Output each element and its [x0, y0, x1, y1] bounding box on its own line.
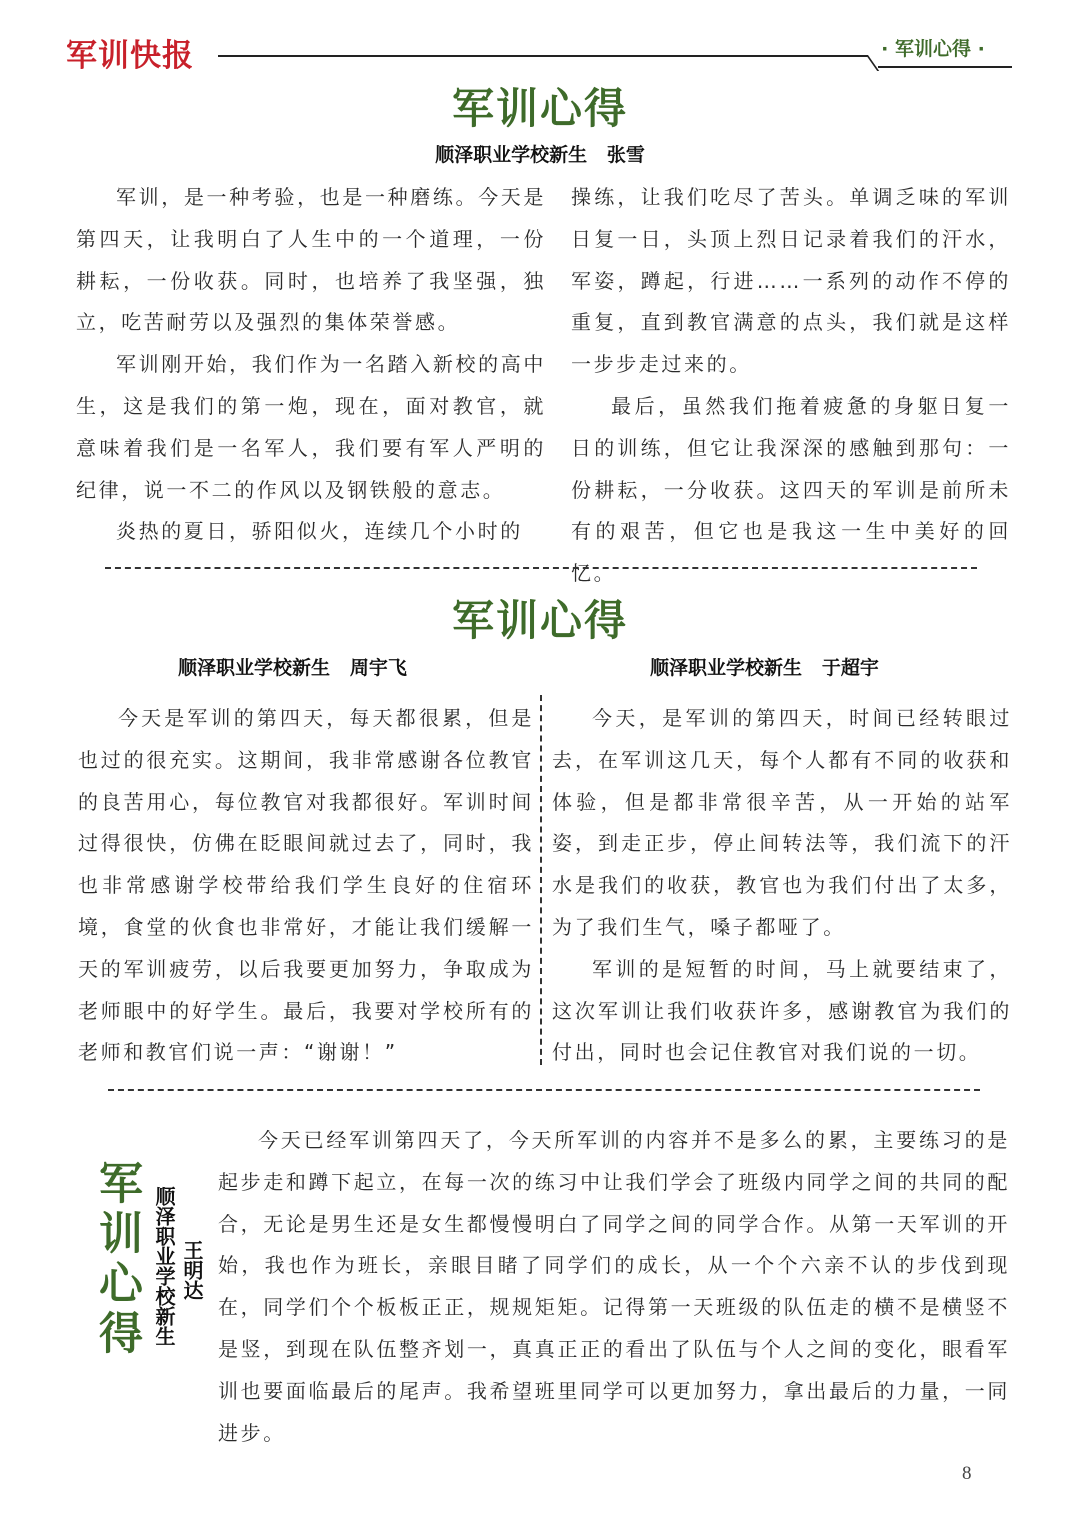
header-rule: [218, 55, 868, 57]
paragraph: 炎热的夏日，骄阳似火，连续几个小时的: [116, 519, 523, 544]
article2-right-column: [552, 698, 1012, 1074]
article3-body: [218, 1120, 1010, 1454]
paragraph: 今天已经军训第四天了，今天所军训的内容并不是多么的累，主要练习的是起步走和蹲下起立，在每一次的练习中让我们学会了班级内同学之间的共同的配合，无论是男生还是女生都慢慢明白了同学之间的同学合作。从第一天军训的开始，我也作为班长，亲眼目睹了同学们的成长，从一个个六亲不认的步伐到现在，同学们个个板板正正，规规矩矩。记得第一天班级的队伍走的横不是横竖不是竖，到现在队伍整齐划一，真真正正的看出了队伍与个人之间的变化，眼看军训也要面临最后的尾声。我希望班里同学可以更加努力，拿出最后的力量，一同进步。: [218, 1128, 1010, 1445]
section-divider: [105, 567, 977, 569]
masthead-title: 军训快报: [66, 38, 194, 74]
paragraph: 今天是军训的第四天，每天都很累，但是也过的很充实。这期间，我非常感谢各位教官的良苦用心，每位教官对我都很好。军训时间过得很快，仿佛在眨眼间就过去了，同时，我也非常感谢学校带给我们学生良好的住宿环境，食堂的伙食也非常好，才能让我们缓解一天的军训疲劳，以后我要更加努力，争取成为老师眼中的好学生。最后，我要对学校所有的老师和教官们说一声：“谢谢！”: [78, 706, 534, 1065]
paragraph: 操练，让我们吃尽了苦头。单调乏味的军训日复一日，头顶上烈日记录着我们的汗水，军姿，蹲起，行进……一系列的动作不停的重复，直到教官满意的点头，我们就是这样一步步走过来的。: [571, 185, 1011, 377]
article2-left-column: [78, 698, 534, 1074]
article1-title: 军训心得: [451, 84, 628, 133]
paragraph: 军训刚开始，我们作为一名踏入新校的高中生，这是我们的第一炮，现在，面对教官，就意味着我们是一名军人，我们要有军人严明的纪律，说一不二的作风以及钢铁般的意志。: [76, 352, 546, 502]
paragraph: 军训的是短暂的时间，马上就要结束了，这次军训让我们收获许多，感谢教官为我们的付出，同时也会记住教官对我们说的一切。: [552, 956, 1012, 1065]
article1-left-column: [76, 177, 546, 553]
section-divider: [108, 1089, 980, 1091]
article2-left-byline: 顺泽职业学校新生 周宇飞: [178, 657, 407, 679]
header-rule-right: [878, 66, 1012, 68]
paragraph: 今天，是军训的第四天，时间已经转眼过去，在军训这几天，每个人都有不同的收获和体验，但是都非常很辛苦，从一开始的站军姿，到走正步，停止间转法等，我们流下的汗水是我们的收获，教官也为我们付出了太多，为了我们生气，嗓子都哑了。: [552, 706, 1012, 939]
article1-right-column: [571, 177, 1011, 595]
article3-author: 王明达: [180, 1240, 204, 1300]
paragraph: 最后，虽然我们拖着疲惫的身躯日复一日的训练，但它让我深深的感触到那句：一份耕耘，一分收获。这四天的军训是前所未有的艰苦，但它也是我这一生中美好的回忆。: [571, 393, 1011, 586]
paragraph: 军训，是一种考验，也是一种磨练。今天是第四天，让我明白了人生中的一个道理，一份耕耘，一份收获。同时，也培养了我坚强，独立，吃苦耐劳以及强烈的集体荣誉感。: [76, 185, 546, 335]
section-tag: · 军训心得 ·: [881, 38, 985, 60]
article3-vertical-title: 军训心得: [91, 1160, 142, 1360]
column-divider: [540, 695, 542, 1065]
article3-school: 顺泽职业学校新生: [152, 1186, 176, 1346]
article1-byline: 顺泽职业学校新生 张雪: [435, 144, 645, 166]
page-number: 8: [962, 1463, 972, 1484]
article2-right-byline: 顺泽职业学校新生 于超宇: [650, 657, 879, 679]
article2-title: 军训心得: [451, 596, 628, 645]
